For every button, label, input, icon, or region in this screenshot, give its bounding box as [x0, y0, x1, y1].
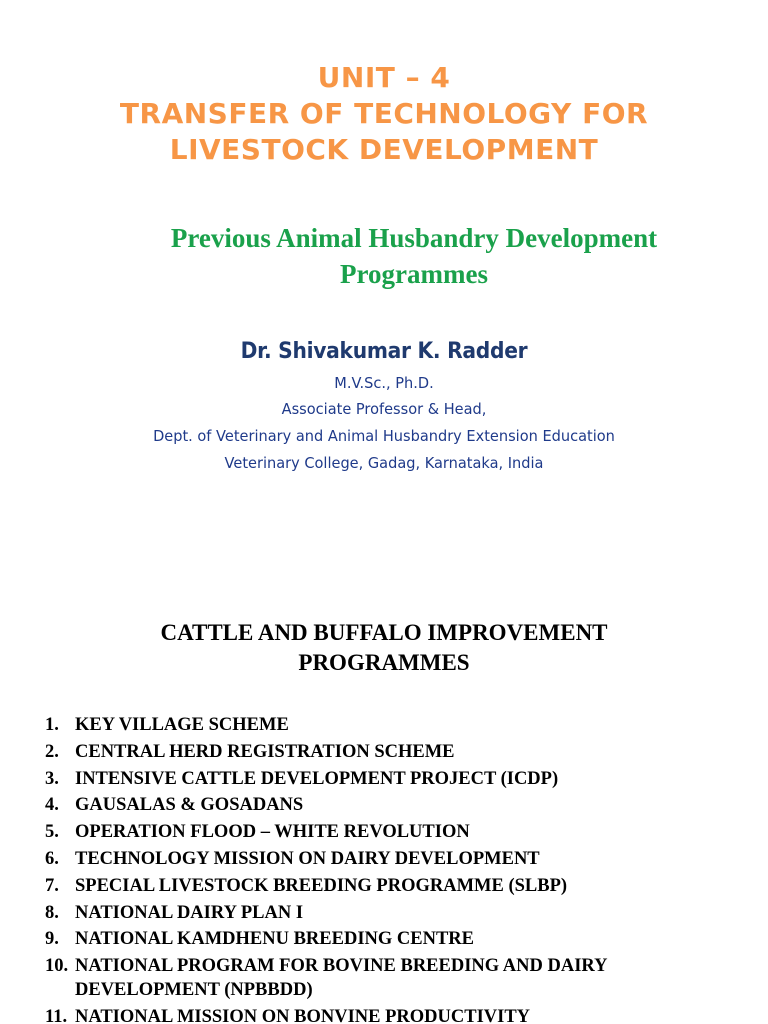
list-item-number: 9. [45, 929, 59, 950]
list-item [0, 767, 675, 791]
list-item [0, 713, 675, 737]
affiliation-department: Dept. of Veterinary and Animal Husbandry Extension Education [153, 427, 615, 445]
affiliation-degrees: M.V.Sc., Ph.D. [334, 374, 434, 392]
list-item-text: INTENSIVE CATTLE DEVELOPMENT PROJECT (ICDP) [75, 768, 559, 789]
list-item [0, 1005, 675, 1024]
list-item-text: SPECIAL LIVESTOCK BREEDING PROGRAMME (SLBP) [75, 875, 568, 896]
section-heading-line-1: CATTLE AND BUFFALO IMPROVEMENT [160, 620, 608, 645]
list-item-number: 8. [45, 902, 59, 923]
list-item-number: 1. [45, 715, 59, 735]
programme-list [0, 713, 768, 1024]
affiliation-college: Veterinary College, Gadag, Karnataka, India [224, 454, 544, 472]
list-item [0, 927, 675, 951]
list-item-number: 6. [45, 848, 59, 869]
list-item [0, 954, 675, 1002]
list-item-text: NATIONAL KAMDHENU BREEDING CENTRE [75, 929, 474, 950]
list-item-text: GAUSALAS & GOSADANS [75, 795, 304, 816]
section-heading-line-2: PROGRAMMES [298, 650, 470, 675]
list-item [0, 820, 675, 844]
list-item-number: 2. [45, 741, 59, 762]
list-item-text: NATIONAL PROGRAM FOR BOVINE BREEDING AND DAIRY DEVELOPMENT (NPBBDD) [75, 956, 607, 1001]
subtitle-text-1: Previous Animal Husbandry Development [170, 223, 658, 253]
list-item-number: 11. [45, 1006, 68, 1024]
list-item-number: 5. [45, 822, 59, 843]
list-item-text: CENTRAL HERD REGISTRATION SCHEME [75, 741, 455, 762]
list-item [0, 874, 675, 898]
unit-title-line-3: LIVESTOCK DEVELOPMENT [169, 133, 599, 166]
list-item-text: NATIONAL DAIRY PLAN I [75, 902, 304, 923]
list-item-number: 10. [45, 956, 69, 977]
section-heading [0, 618, 768, 678]
list-item-number: 7. [45, 875, 59, 896]
list-item-number: 3. [45, 768, 59, 789]
list-item [0, 793, 675, 817]
list-item-number: 4. [45, 795, 59, 816]
author-name: Dr. Shivakumar K. Radder [240, 339, 528, 364]
subtitle-line-1 [0, 220, 768, 256]
programmes-slide [0, 576, 768, 1024]
list-item [0, 847, 675, 871]
list-item [0, 901, 675, 925]
affiliation-position: Associate Professor & Head, [281, 400, 487, 418]
unit-title-line-1: UNIT – 4 [317, 61, 451, 94]
list-item [0, 740, 675, 764]
subtitle-line-2: Programmes [340, 259, 488, 289]
list-item-text: TECHNOLOGY MISSION ON DAIRY DEVELOPMENT [75, 848, 540, 869]
list-item-text: OPERATION FLOOD – WHITE REVOLUTION [75, 822, 470, 843]
unit-title-line-2: TRANSFER OF TECHNOLOGY FOR [119, 97, 649, 130]
list-item-text: KEY VILLAGE SCHEME [75, 715, 289, 735]
list-item-text: NATIONAL MISSION ON BONVINE PRODUCTIVITY [75, 1006, 531, 1024]
